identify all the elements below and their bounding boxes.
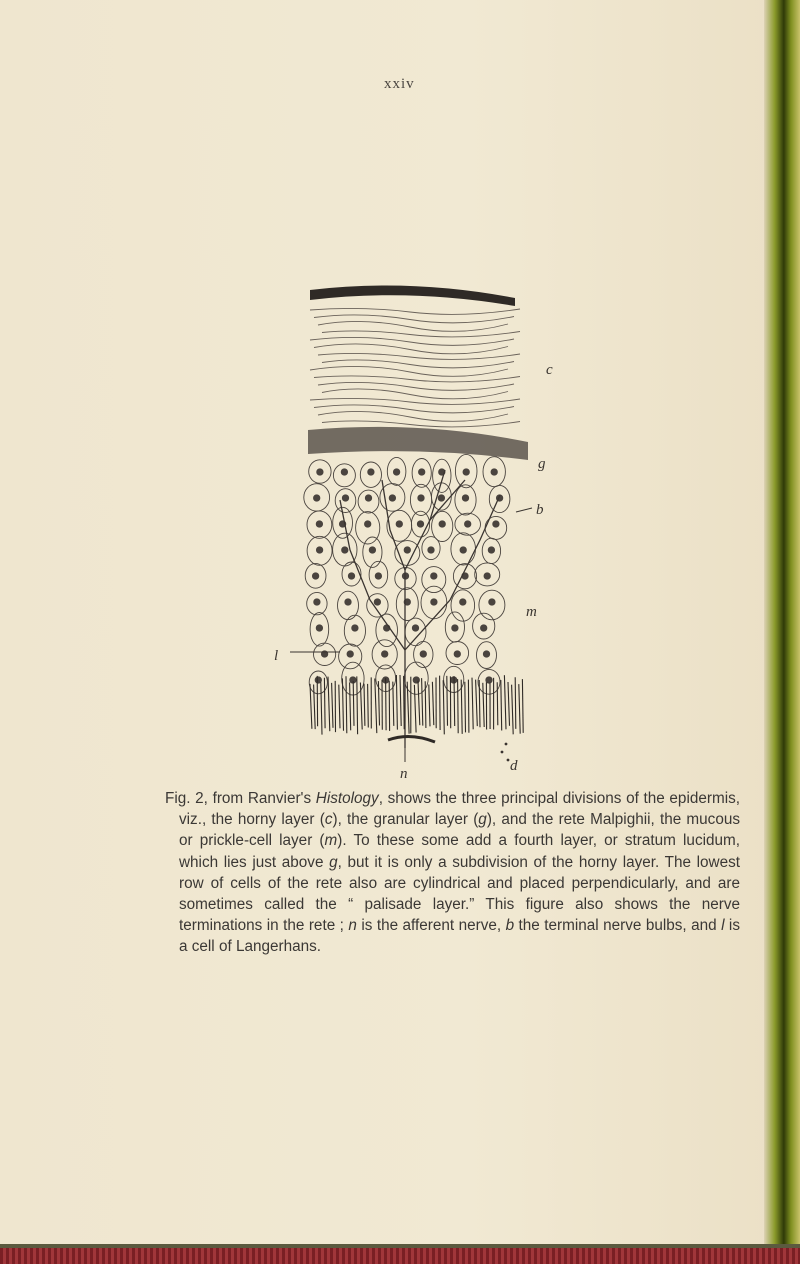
- figure-caption: [165, 788, 740, 958]
- label-b: b: [536, 502, 544, 518]
- label-n: n: [400, 766, 408, 780]
- page-number: xxiv: [384, 76, 415, 92]
- label-m: m: [526, 604, 537, 620]
- label-g: g: [538, 456, 546, 472]
- caption-paragraph: Fig. 2, from Ranvier's Histology, shows the three principal divisions of the epidermis, viz., the horny layer (c), the granular layer (g), and the rete Malpighii, the mucous or prickle-cell layer (m). To these some add a fourth layer, or stratum lucidum, which lies just above g, but it is only a subdivision of the horny layer. The lowest row of cells of the rete also are cylindrical and placed perpendicularly, and are sometimes called the “ palisade layer.” This figure also shows the nerve terminations in the rete ; n is the afferent nerve, b the terminal nerve bulbs, and l is a cell of Langerhans.: [165, 790, 740, 956]
- label-l: l: [274, 648, 279, 664]
- label-c: c: [546, 362, 553, 378]
- epidermis-figure: [270, 270, 570, 780]
- book-bottom-edge: [0, 1244, 800, 1264]
- book-edge: [764, 0, 800, 1264]
- label-d: d: [510, 758, 518, 774]
